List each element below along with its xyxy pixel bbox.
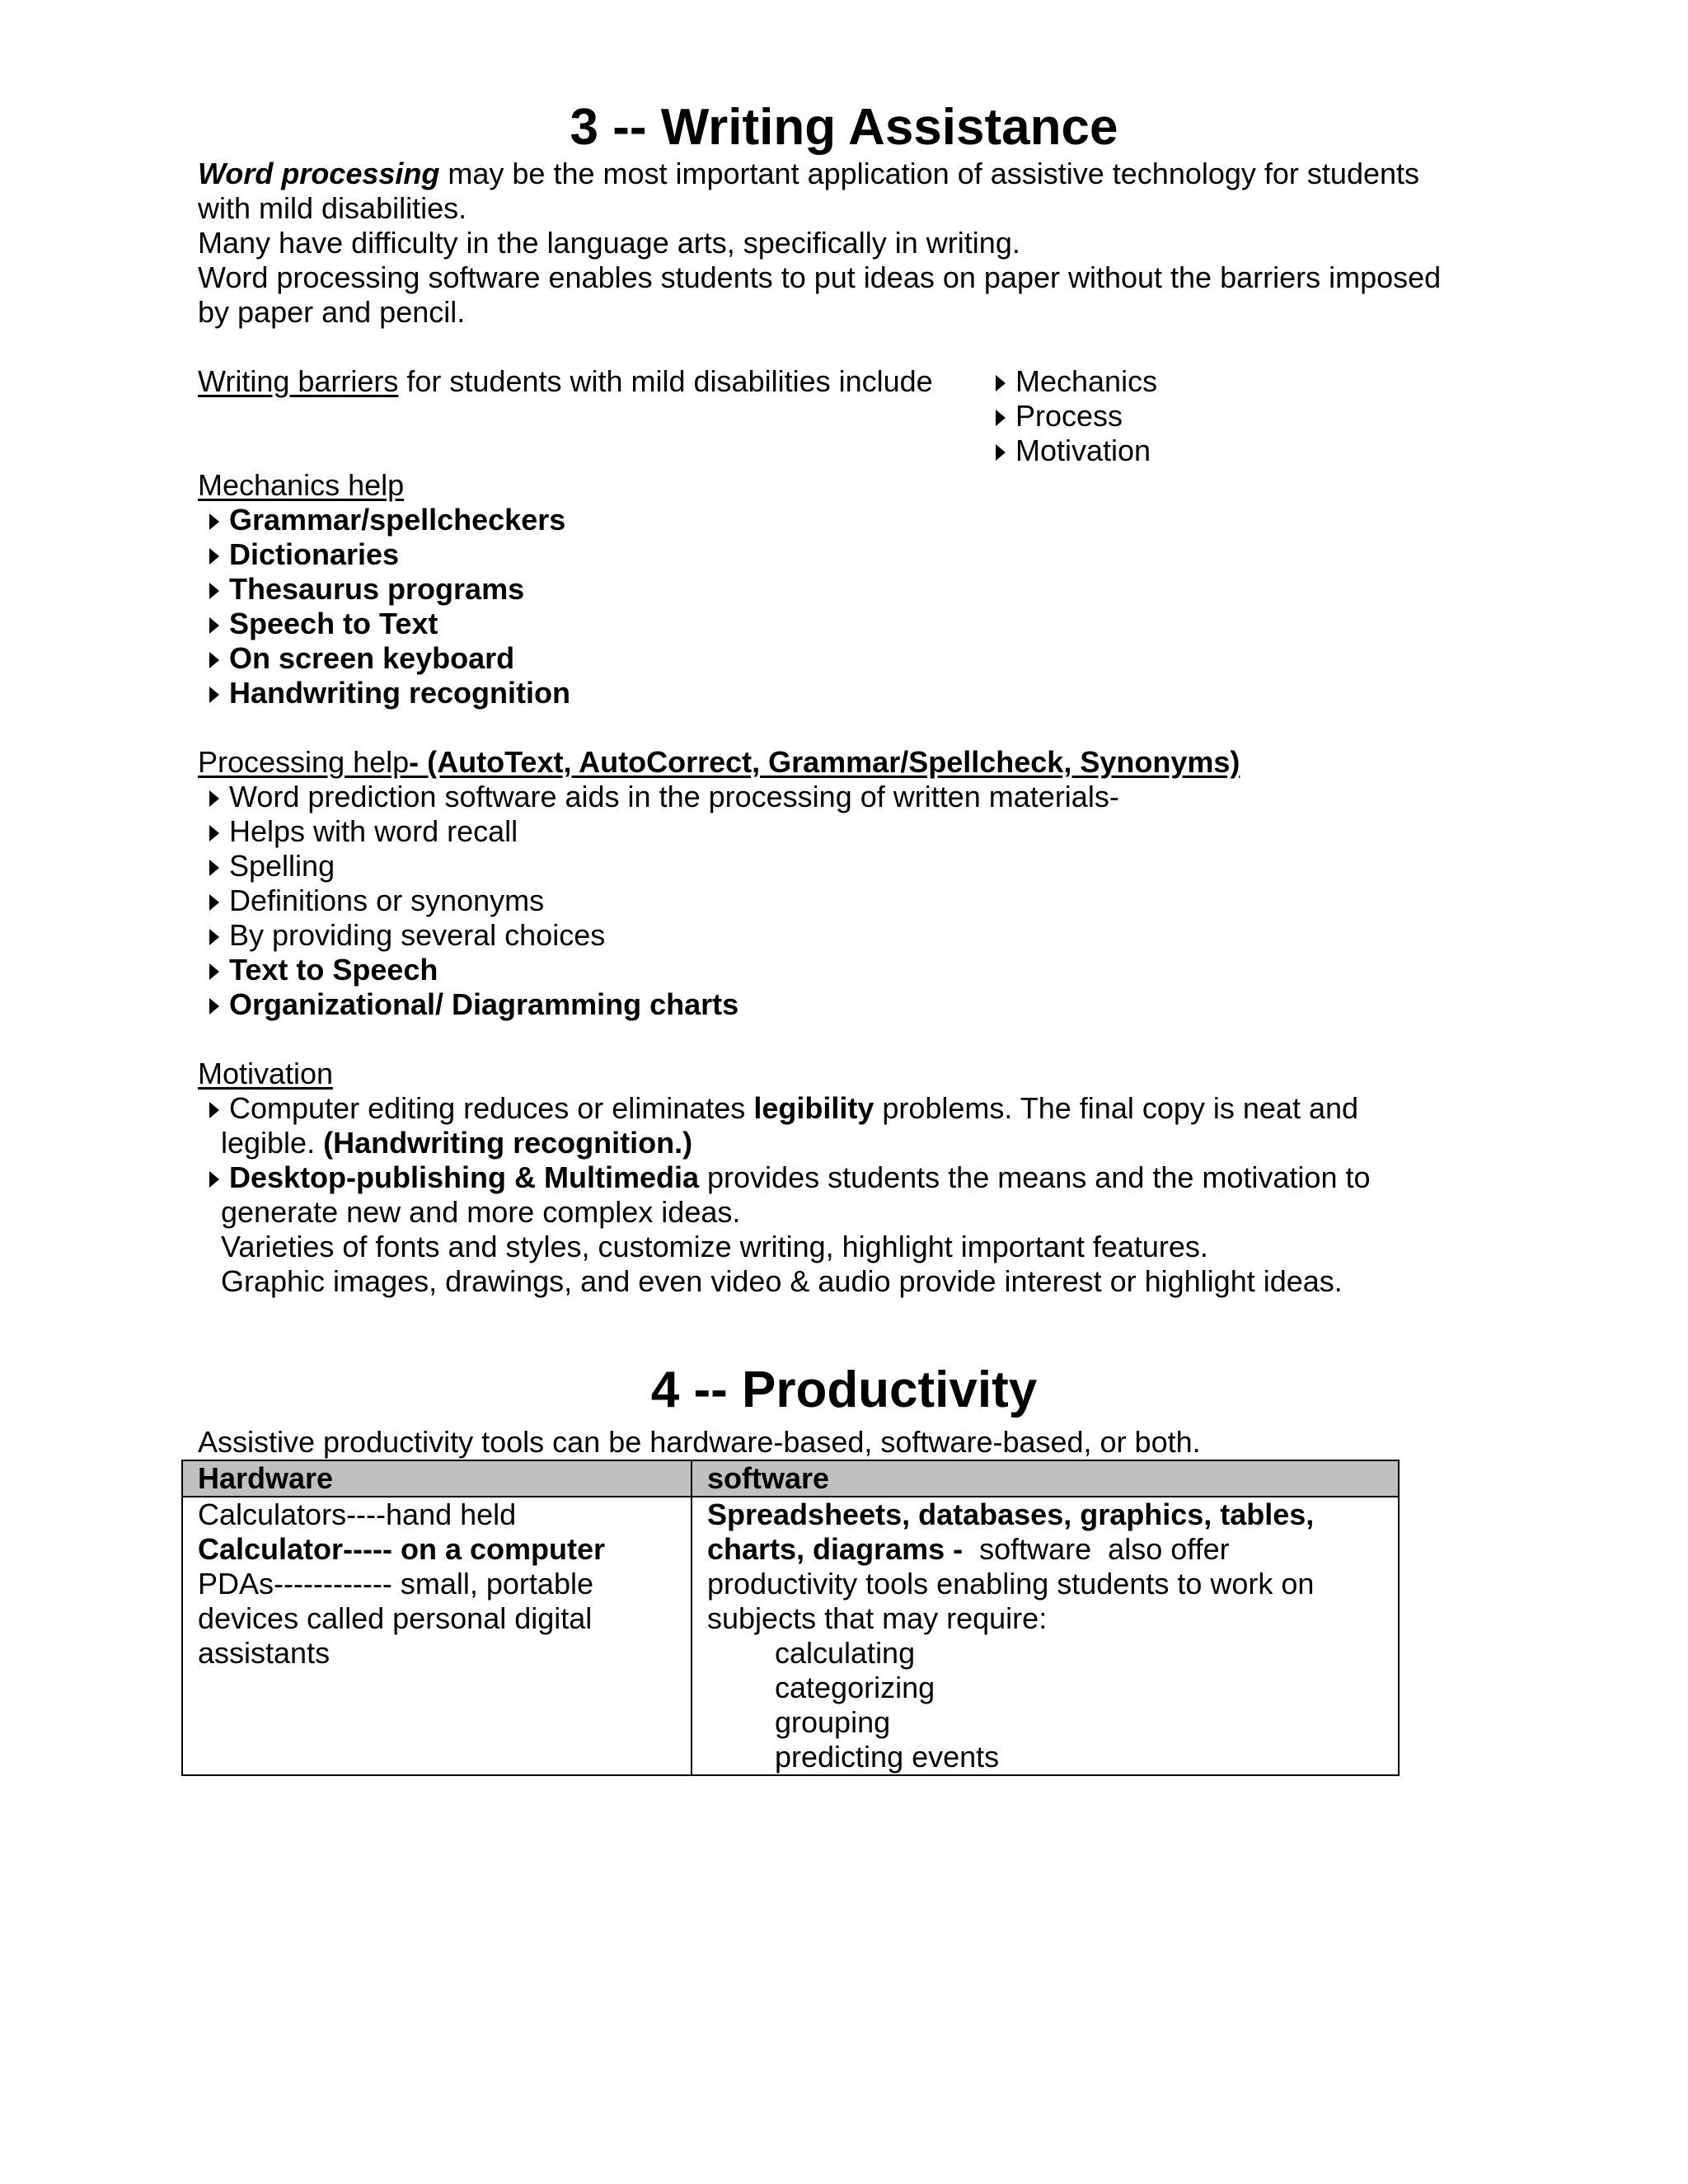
triangle-bullet-icon	[209, 687, 219, 703]
processing-label: Helps with word recall	[229, 814, 518, 848]
header-software: software	[692, 1460, 1399, 1497]
motivation-item-2-cont: Varieties of fonts and styles, customize writing, highlight important features.	[221, 1230, 1208, 1263]
mechanics-label: Thesaurus programs	[229, 572, 525, 606]
triangle-bullet-icon	[209, 548, 219, 565]
section3-title: 3 -- Writing Assistance	[570, 99, 1118, 156]
barrier-label: Motivation	[1015, 434, 1151, 467]
motivation-bold: Desktop-publishing & Multimedia	[229, 1160, 700, 1194]
table-header-row	[182, 1460, 1399, 1497]
motivation-text: legible.	[221, 1126, 324, 1160]
processing-label: Spelling	[229, 849, 335, 883]
triangle-bullet-icon	[209, 583, 219, 599]
mechanics-item	[209, 572, 524, 607]
processing-item-bold	[209, 987, 738, 1022]
triangle-bullet-icon	[996, 444, 1006, 461]
triangle-bullet-icon	[209, 894, 219, 911]
mechanics-label: Handwriting recognition	[229, 676, 570, 710]
processing-item	[209, 814, 518, 849]
processing-item-bold	[209, 953, 438, 987]
motivation-item-1-cont	[221, 1126, 692, 1160]
processing-item	[209, 780, 1119, 814]
mechanics-item	[209, 537, 399, 572]
intro-line-3: Many have difficulty in the language arts, specifically in writing.	[198, 226, 1020, 260]
processing-label: Definitions or synonyms	[229, 883, 545, 917]
intro-line-1	[198, 157, 1419, 191]
barrier-item	[996, 364, 1157, 399]
processing-item	[209, 849, 335, 883]
software-line: subjects that may require:	[707, 1601, 1048, 1635]
triangle-bullet-icon	[209, 652, 219, 668]
mechanics-item	[209, 503, 565, 537]
triangle-bullet-icon	[996, 375, 1006, 391]
header-hardware: Hardware	[182, 1460, 692, 1497]
software-line: productivity tools enabling students to work on	[707, 1567, 1315, 1601]
triangle-bullet-icon	[209, 929, 219, 945]
hardware-line-bold: Calculator----- on a computer	[198, 1532, 606, 1566]
software-list-item: predicting events	[775, 1740, 1000, 1774]
intro-line-1-rest: may be the most important application of assistive technology for students	[439, 157, 1420, 190]
mechanics-item	[209, 641, 514, 676]
triangle-bullet-icon	[209, 1171, 219, 1188]
motivation-item-2	[209, 1160, 1371, 1195]
triangle-bullet-icon	[209, 998, 219, 1015]
triangle-bullet-icon	[209, 513, 219, 530]
intro-line-4: Word processing software enables students to put ideas on paper without the barriers imposed	[198, 260, 1442, 294]
processing-label: Word prediction software aids in the processing of written materials-	[229, 780, 1119, 813]
mechanics-item	[209, 676, 570, 710]
motivation-text: problems. The final copy is neat and	[874, 1091, 1359, 1125]
motivation-heading: Motivation	[198, 1057, 334, 1090]
processing-item	[209, 918, 605, 953]
triangle-bullet-icon	[209, 860, 219, 876]
barriers-label-rest: for students with mild disabilities include	[398, 364, 933, 398]
software-list-item: grouping	[775, 1705, 891, 1739]
hardware-line: devices called personal digital	[198, 1601, 593, 1635]
section4-title: 4 -- Productivity	[650, 1361, 1038, 1418]
software-text: software also offer	[971, 1532, 1230, 1566]
software-line	[707, 1532, 1383, 1567]
triangle-bullet-icon	[209, 825, 219, 841]
barriers-label	[198, 364, 933, 399]
hardware-line: PDAs------------ small, portable	[198, 1567, 593, 1601]
barrier-item	[996, 399, 1123, 434]
barrier-label: Process	[1015, 399, 1123, 433]
productivity-table	[181, 1460, 1400, 1776]
motivation-item-2-cont: Graphic images, drawings, and even video & audio provide interest or highlight ideas.	[221, 1264, 1343, 1298]
hardware-cell	[182, 1497, 692, 1775]
software-cell	[692, 1497, 1399, 1775]
motivation-bold: legibility	[753, 1091, 874, 1125]
intro-line-2: with mild disabilities.	[198, 191, 467, 225]
processing-heading-bold: - (AutoText, AutoCorrect, Grammar/Spellcheck, Synonyms)	[409, 745, 1240, 779]
software-line-bold: Spreadsheets, databases, graphics, tables,	[707, 1497, 1315, 1531]
intro-line-5: by paper and pencil.	[198, 295, 466, 329]
software-list-item: categorizing	[775, 1671, 935, 1704]
hardware-line: assistants	[198, 1636, 331, 1670]
table-row	[182, 1497, 1399, 1775]
triangle-bullet-icon	[209, 790, 219, 807]
mechanics-label: Grammar/spellcheckers	[229, 503, 566, 537]
motivation-bold: (Handwriting recognition.)	[323, 1126, 693, 1160]
intro-lead: Word processing	[198, 157, 440, 190]
barrier-label: Mechanics	[1015, 364, 1158, 398]
processing-label: By providing several choices	[229, 918, 606, 952]
triangle-bullet-icon	[209, 617, 219, 634]
software-bold: charts, diagrams -	[707, 1532, 972, 1566]
mechanics-heading: Mechanics help	[198, 468, 405, 502]
triangle-bullet-icon	[209, 1102, 219, 1118]
triangle-bullet-icon	[209, 963, 219, 980]
processing-item	[209, 883, 544, 918]
processing-label: Organizational/ Diagramming charts	[229, 987, 739, 1021]
processing-heading	[198, 745, 1240, 780]
productivity-intro: Assistive productivity tools can be hardware-based, software-based, or both.	[198, 1425, 1201, 1459]
mechanics-label: Speech to Text	[229, 607, 438, 640]
motivation-text: provides students the means and the motivation to	[699, 1160, 1371, 1194]
processing-label: Text to Speech	[229, 953, 438, 987]
mechanics-item	[209, 607, 438, 641]
processing-heading-underlined: Processing help	[198, 745, 410, 779]
barrier-item	[996, 434, 1151, 468]
motivation-text: Computer editing reduces or eliminates	[229, 1091, 754, 1125]
mechanics-label: Dictionaries	[229, 537, 400, 571]
triangle-bullet-icon	[996, 410, 1006, 426]
hardware-line: Calculators----hand held	[198, 1497, 517, 1531]
barriers-label-underlined: Writing barriers	[198, 364, 399, 398]
motivation-item-1	[209, 1091, 1358, 1126]
software-list-item: calculating	[775, 1636, 916, 1670]
mechanics-label: On screen keyboard	[229, 641, 515, 675]
motivation-item-2-cont: generate new and more complex ideas.	[221, 1195, 741, 1229]
